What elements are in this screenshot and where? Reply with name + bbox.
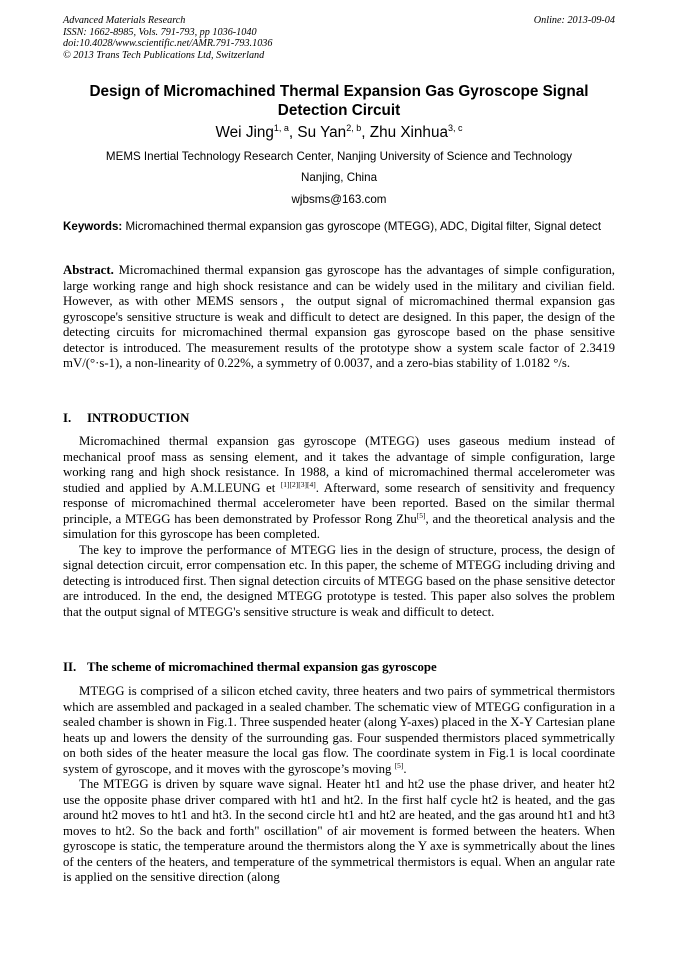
paragraph-text: . Afterward, some research of sensitivity and frequency response of micromachined thermal accelerometer have been reported. Based on the similar thermal principle, a MTEGG has been demonstrated by Professor Rong Zhu: [63, 480, 615, 526]
affiliation-line-2: Nanjing, China: [300, 171, 378, 184]
paragraph-text: Micromachined thermal expansion gas gyroscope (MTEGG) uses gaseous medium instead of mechanical proof mass as sensing element, and it takes the advantage of simple configuration, large working rang and high shock resistance. In 1988, a kind of micromachined thermal accelerometer was studied and applied by A.M.LEUNG et: [63, 434, 615, 495]
issn-line: ISSN: 1662-8985, Vols. 791-793, pp 1036-1040: [63, 26, 257, 38]
paragraph: The key to improve the performance of MTEGG lies in the design of structure, process, the design of signal detection circuit, error compensation etc. In this paper, the scheme of MTEGG including driving and detecting is introduced first. Then signal detection circuits of MTEGG based on the phase sensitive detector are introduced. In the end, the designed MTEGG prototype is tested. This paper also solves the problem that the output signal of MTEGG's sensitive structure is weak and difficult to detect.: [63, 542, 616, 619]
paragraph-text: MTEGG is comprised of a silicon etched cavity, three heaters and two pairs of symmetrical thermistors which are assembled and packaged in a sealed chamber. The schematic view of MTEGG configuration in a sealed chamber is shown in Fig.1. Three suspended heater (along Y-axes) placed in the X-Y Cartesian plane heats up and lowers the density of the surrounding gas. Four suspended thermistors placed symmetrically on both sides of the heater measure the local gas flow. The coordinate system in Fig.1 is local coordinate system of gyroscope, and it moves with the gyroscope’s moving: [63, 684, 615, 776]
author-affiliation-mark: 2, b: [346, 123, 362, 133]
scheme-body: [63, 684, 615, 886]
paragraph-text: , and the theoretical analysis and the simulation for this gyroscope has been completed.: [63, 511, 615, 541]
keywords-label: Keywords:: [63, 220, 123, 233]
section-title: The scheme of micromachined thermal expansion gas gyroscope: [87, 660, 437, 674]
introduction-body: [63, 434, 615, 620]
citation[interactable]: [5]: [416, 510, 426, 520]
paper-title: [63, 83, 615, 120]
affiliation-line-1: MEMS Inertial Technology Research Center, Nanjing University of Science and Technology: [105, 150, 573, 163]
section-heading-scheme: [63, 660, 615, 675]
doi-line: doi:10.4028/www.scientific.net/AMR.791-793.1036: [63, 38, 273, 50]
abstract-block: [63, 263, 615, 372]
author-affiliation-mark: 1, a: [273, 123, 289, 133]
section-heading-introduction: [63, 411, 615, 426]
title-line-2: Detection Circuit: [277, 101, 401, 119]
journal-name: Advanced Materials Research: [63, 15, 186, 26]
abstract-text: Micromachined thermal expansion gas gyroscope has the advantages of simple configuration, large working range and high shock resistance and can be widely used in the military and civilian field. However, as with other MEMS sensors，the output signal of micromachined thermal expansion gas gyroscope's sensitive structure is weak and difficult to detect are designed. In this paper, the design of the detecting circuits for micromachined thermal expansion gas gyroscope based on the phase sensitive detector is introduced. The measurement results of the prototype show a system scale factor of 2.3419 mV/(°·s-1), a non-linearity of 0.22%, a symmetry of 0.0037, and a zero-bias stability of 1.0182 °/s.: [63, 263, 615, 370]
paragraph: [63, 684, 615, 777]
section-number: I.: [63, 411, 72, 425]
title-line-1: Design of Micromachined Thermal Expansion Gas Gyroscope Signal: [89, 83, 589, 100]
author-name: Zhu Xinhua: [369, 124, 448, 141]
journal-header: [63, 15, 615, 61]
author-affiliation-mark: 3, c: [447, 123, 463, 133]
keywords-text: Micromachined thermal expansion gas gyroscope (MTEGG), ADC, Digital filter, Signal detect: [122, 220, 602, 233]
citation[interactable]: [1][2][3][4]: [280, 479, 316, 489]
section-number: II.: [63, 660, 77, 674]
section-title: INTRODUCTION: [87, 411, 190, 425]
author-email: wjbsms@163.com: [291, 193, 387, 206]
paragraph: The MTEGG is driven by square wave signal. Heater ht1 and ht2 use the phase driver, and heater ht2 use the opposite phase driver compared with ht1 and ht2. In the first half cycle ht2 is heated, and the gas around ht2 moves to ht1 and ht3. In the second circle ht1 and ht2 are heated, and the gas around ht1 and ht3 moves to ht2. So the back and forth" oscillation" of air movement is formed between the heaters. When gyroscope is static, the temperature around the thermistors along the Y axe is symmetrically about the lines of the centers of the heaters, and temperature of the symmetrical thermistors is equal. When an angular rate is applied on the sensitive direction (along: [63, 777, 615, 884]
copyright-line: © 2013 Trans Tech Publications Ltd, Switzerland: [63, 49, 265, 61]
abstract-label: Abstract.: [63, 263, 114, 277]
author-list: [63, 123, 615, 142]
author-separator: ,: [288, 124, 298, 141]
author-separator: ,: [361, 124, 370, 141]
author-name: Wei Jing: [215, 124, 274, 141]
keywords-block: [63, 220, 615, 234]
paragraph: [63, 434, 615, 543]
author-name: Su Yan: [297, 124, 347, 141]
online-date: Online: 2013-09-04: [533, 15, 615, 26]
paragraph-text: .: [403, 761, 407, 776]
citation[interactable]: [5]: [394, 760, 404, 770]
